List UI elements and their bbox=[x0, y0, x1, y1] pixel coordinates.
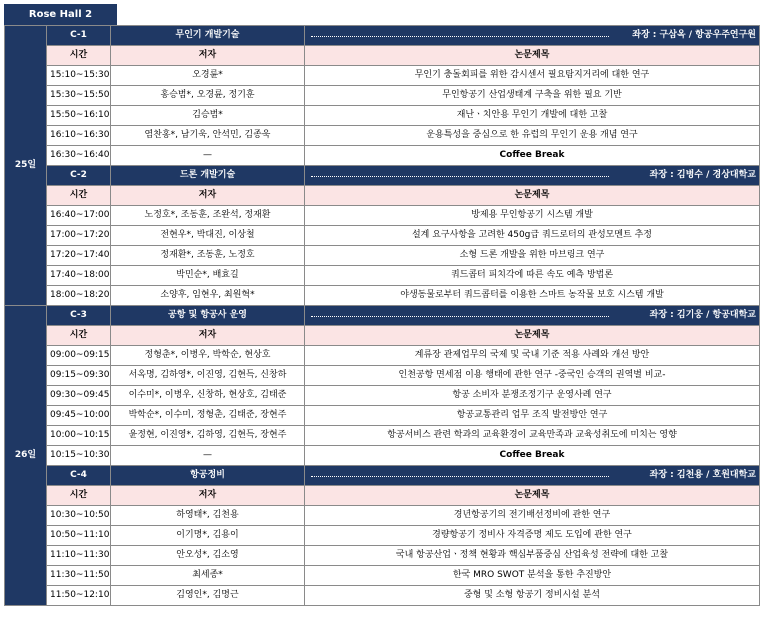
time-cell: 09:15~09:30 bbox=[47, 366, 111, 386]
author-cell: 전현우*, 박대진, 이상철 bbox=[111, 226, 305, 246]
paper-title-cell: 소형 드론 개발을 위한 마브링크 연구 bbox=[305, 246, 760, 266]
session-name: 드론 개발기술 bbox=[111, 166, 305, 186]
time-cell: 17:00~17:20 bbox=[47, 226, 111, 246]
column-header-title: 논문제목 bbox=[305, 326, 760, 346]
column-header-row bbox=[5, 46, 760, 66]
paper-row bbox=[5, 366, 760, 386]
paper-row bbox=[5, 86, 760, 106]
paper-row bbox=[5, 206, 760, 226]
column-header-title: 논문제목 bbox=[305, 186, 760, 206]
session-name: 항공정비 bbox=[111, 466, 305, 486]
session-name: 무인기 개발기술 bbox=[111, 26, 305, 46]
time-cell: 09:00~09:15 bbox=[47, 346, 111, 366]
column-header-row bbox=[5, 326, 760, 346]
session-code: C-4 bbox=[47, 466, 111, 486]
paper-row bbox=[5, 506, 760, 526]
chair-text: 좌장 : 김병수 / 경상대학교 bbox=[644, 170, 756, 180]
author-cell: 김승범* bbox=[111, 106, 305, 126]
paper-title-cell: 경년항공기의 전기배선정비에 관한 연구 bbox=[305, 506, 760, 526]
time-cell: 11:50~12:10 bbox=[47, 586, 111, 606]
time-cell: 15:50~16:10 bbox=[47, 106, 111, 126]
paper-title-cell: 경량항공기 정비사 자격증명 제도 도입에 관한 연구 bbox=[305, 526, 760, 546]
session-chair bbox=[305, 26, 760, 46]
author-cell: 염찬홍*, 남기욱, 안석민, 김종욱 bbox=[111, 126, 305, 146]
session-name: 공항 및 항공사 운영 bbox=[111, 306, 305, 326]
session-header bbox=[5, 26, 760, 46]
dotted-leader bbox=[311, 476, 609, 477]
session-code: C-1 bbox=[47, 26, 111, 46]
author-cell: 서옥명, 김하영*, 이진영, 김현득, 신창하 bbox=[111, 366, 305, 386]
paper-title-cell: 설계 요구사항을 고려한 450g급 쿼드로터의 관성모멘트 추정 bbox=[305, 226, 760, 246]
paper-title-cell: 쿼드콥터 피치각에 따른 속도 예측 방법론 bbox=[305, 266, 760, 286]
session-header bbox=[5, 306, 760, 326]
paper-row bbox=[5, 586, 760, 606]
paper-row bbox=[5, 266, 760, 286]
author-cell: 박민순*, 배효길 bbox=[111, 266, 305, 286]
paper-title-cell: 운용특성을 중심으로 한 유럽의 무인기 운용 개념 연구 bbox=[305, 126, 760, 146]
hall-title: Rose Hall 2 bbox=[4, 4, 117, 25]
author-cell: 하영태*, 김천용 bbox=[111, 506, 305, 526]
dotted-leader bbox=[311, 36, 609, 37]
time-cell: 18:00~18:20 bbox=[47, 286, 111, 306]
session-chair bbox=[305, 466, 760, 486]
session-header bbox=[5, 466, 760, 486]
author-cell: 오경륜* bbox=[111, 66, 305, 86]
paper-row bbox=[5, 246, 760, 266]
author-cell: 김영인*, 김명근 bbox=[111, 586, 305, 606]
author-cell: 박학순*, 이수미, 정형춘, 김태준, 장현주 bbox=[111, 406, 305, 426]
author-cell: 윤정현, 이진영*, 김하영, 김현득, 장현주 bbox=[111, 426, 305, 446]
paper-title-cell: 무인항공기 산업생태계 구축을 위한 필요 기반 bbox=[305, 86, 760, 106]
chair-text: 좌장 : 구삼옥 / 항공우주연구원 bbox=[626, 30, 756, 40]
time-cell: 11:30~11:50 bbox=[47, 566, 111, 586]
author-cell: 이기명*, 김용이 bbox=[111, 526, 305, 546]
paper-row bbox=[5, 526, 760, 546]
paper-row bbox=[5, 106, 760, 126]
column-header-time: 시간 bbox=[47, 326, 111, 346]
paper-title-cell: 인천공항 면세점 이용 행태에 관한 연구 -중국인 승객의 권역별 비교- bbox=[305, 366, 760, 386]
author-cell: 노정호*, 조동훈, 조완석, 정재환 bbox=[111, 206, 305, 226]
break-cell: Coffee Break bbox=[305, 146, 760, 166]
column-header-time: 시간 bbox=[47, 486, 111, 506]
paper-title-cell: 항공서비스 관련 학과의 교육환경이 교육만족과 교육성취도에 미치는 영향 bbox=[305, 426, 760, 446]
session-code: C-2 bbox=[47, 166, 111, 186]
time-cell: 16:10~16:30 bbox=[47, 126, 111, 146]
paper-row bbox=[5, 566, 760, 586]
author-cell: — bbox=[111, 446, 305, 466]
session-chair bbox=[305, 166, 760, 186]
break-row bbox=[5, 446, 760, 466]
column-header-author: 저자 bbox=[111, 326, 305, 346]
column-header-author: 저자 bbox=[111, 186, 305, 206]
time-cell: 10:50~11:10 bbox=[47, 526, 111, 546]
column-header-row bbox=[5, 486, 760, 506]
time-cell: 15:30~15:50 bbox=[47, 86, 111, 106]
author-cell: 정형춘*, 이병우, 박학순, 현상호 bbox=[111, 346, 305, 366]
chair-text: 좌장 : 김천용 / 호원대학교 bbox=[644, 470, 756, 480]
author-cell: 안오성*, 김소영 bbox=[111, 546, 305, 566]
chair-text: 좌장 : 김기웅 / 항공대학교 bbox=[644, 310, 756, 320]
column-header-title: 논문제목 bbox=[305, 486, 760, 506]
author-cell: — bbox=[111, 146, 305, 166]
session-code: C-3 bbox=[47, 306, 111, 326]
paper-title-cell: 야생동물로부터 쿼드콥터를 이용한 스마트 농작물 보호 시스템 개발 bbox=[305, 286, 760, 306]
session-header bbox=[5, 166, 760, 186]
paper-row bbox=[5, 346, 760, 366]
break-cell: Coffee Break bbox=[305, 446, 760, 466]
paper-title-cell: 재난ㆍ치안용 무인기 개발에 대한 고찰 bbox=[305, 106, 760, 126]
paper-row bbox=[5, 286, 760, 306]
paper-row bbox=[5, 426, 760, 446]
time-cell: 09:30~09:45 bbox=[47, 386, 111, 406]
time-cell: 16:30~16:40 bbox=[47, 146, 111, 166]
paper-title-cell: 한국 MRO SWOT 분석을 통한 추진방안 bbox=[305, 566, 760, 586]
time-cell: 10:30~10:50 bbox=[47, 506, 111, 526]
paper-row bbox=[5, 66, 760, 86]
column-header-title: 논문제목 bbox=[305, 46, 760, 66]
paper-row bbox=[5, 386, 760, 406]
paper-title-cell: 항공 소비자 분쟁조정기구 운영사례 연구 bbox=[305, 386, 760, 406]
author-cell: 이수미*, 이병우, 신창하, 현상호, 김태준 bbox=[111, 386, 305, 406]
paper-row bbox=[5, 226, 760, 246]
time-cell: 16:40~17:00 bbox=[47, 206, 111, 226]
time-cell: 17:20~17:40 bbox=[47, 246, 111, 266]
dotted-leader bbox=[311, 316, 609, 317]
dotted-leader bbox=[311, 176, 609, 177]
author-cell: 소양후, 임현우, 최원혁* bbox=[111, 286, 305, 306]
paper-title-cell: 중형 및 소형 항공기 정비시설 분석 bbox=[305, 586, 760, 606]
session-chair bbox=[305, 306, 760, 326]
break-row bbox=[5, 146, 760, 166]
author-cell: 정재환*, 조동훈, 노정호 bbox=[111, 246, 305, 266]
time-cell: 10:15~10:30 bbox=[47, 446, 111, 466]
column-header-row bbox=[5, 186, 760, 206]
schedule-table bbox=[4, 25, 760, 606]
time-cell: 09:45~10:00 bbox=[47, 406, 111, 426]
paper-row bbox=[5, 126, 760, 146]
paper-row bbox=[5, 546, 760, 566]
paper-title-cell: 무인기 충돌회피를 위한 감시센서 필요탐지거리에 대한 연구 bbox=[305, 66, 760, 86]
column-header-author: 저자 bbox=[111, 486, 305, 506]
day-label: 26일 bbox=[5, 306, 47, 606]
column-header-time: 시간 bbox=[47, 46, 111, 66]
paper-row bbox=[5, 406, 760, 426]
author-cell: 최세종* bbox=[111, 566, 305, 586]
paper-title-cell: 국내 항공산업ㆍ정책 현황과 핵심부품중심 산업육성 전략에 대한 고찰 bbox=[305, 546, 760, 566]
paper-title-cell: 항공교통관리 업무 조직 발전방안 연구 bbox=[305, 406, 760, 426]
paper-title-cell: 계류장 관제업무의 국제 및 국내 기준 적용 사례와 개선 방안 bbox=[305, 346, 760, 366]
time-cell: 10:00~10:15 bbox=[47, 426, 111, 446]
column-header-author: 저자 bbox=[111, 46, 305, 66]
column-header-time: 시간 bbox=[47, 186, 111, 206]
time-cell: 11:10~11:30 bbox=[47, 546, 111, 566]
day-label: 25일 bbox=[5, 26, 47, 306]
author-cell: 홍승범*, 오경륜, 정기훈 bbox=[111, 86, 305, 106]
time-cell: 17:40~18:00 bbox=[47, 266, 111, 286]
time-cell: 15:10~15:30 bbox=[47, 66, 111, 86]
paper-title-cell: 방제용 무인항공기 시스템 개발 bbox=[305, 206, 760, 226]
